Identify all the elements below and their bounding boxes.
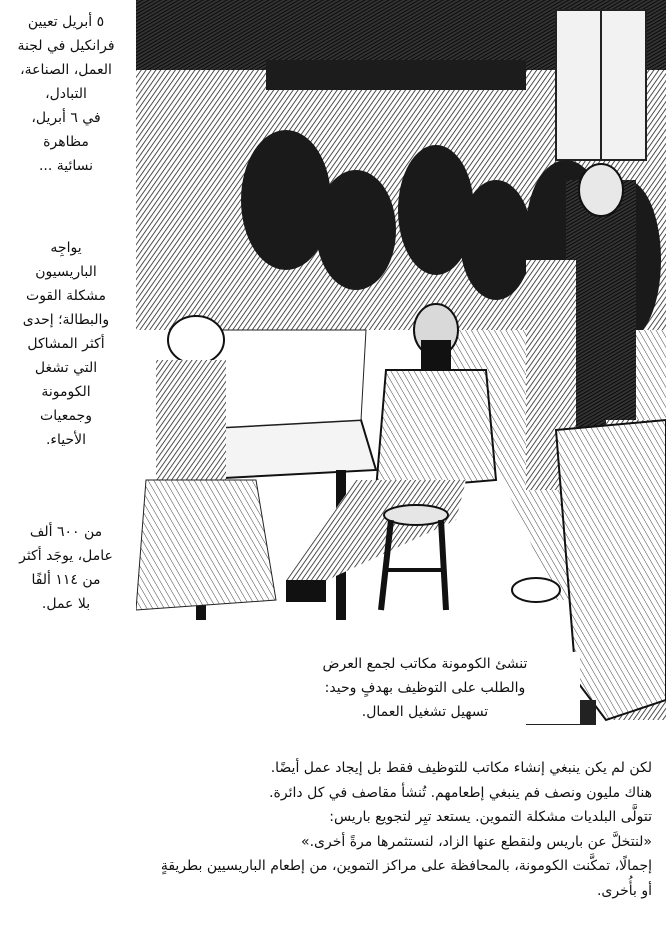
side-note-line: الأحياء. [45,432,87,448]
side-note-line: من ٦٠٠ ألف [29,524,103,540]
side-note-line: التي تشغل [34,360,98,376]
body-line: أو بأُخرى. [596,882,652,899]
side-note-line: أكثر المشاكل [27,336,105,352]
side-note-line: عامل، يوجَد أكثر [19,548,113,564]
side-note-line: مظاهرة [43,134,89,150]
side-note-line: مشكلة القوت [26,288,106,304]
illustration-drawing [136,0,666,750]
caption-line: والطلب على التوظيف بهدفٍ وحيد: [324,680,526,696]
side-note-line: من ١١٤ ألفًا [31,572,101,588]
caption-line: تسهيل تشغيل العمال. [361,704,489,720]
side-note-line: يواجِه [50,240,82,256]
body-line: إجمالًا، تمكَّنت الكومونة، بالمحافظة على مراكز التموين، من إطعام الباريسيين بطريقةٍ [160,858,652,874]
side-note-line: بلا عمل. [41,596,91,612]
side-note-problems [4,236,128,452]
side-note-line: وجمعيات [40,408,92,424]
illustration-caption [270,652,580,724]
caption-line: تنشئ الكومونة مكاتب لجمع العرض [322,656,528,672]
body-paragraph [140,756,652,903]
beam [266,60,526,90]
side-note-line: الكومونة [41,384,91,400]
side-note-line: في ٦ أبريل، [31,110,101,126]
side-note-line: والبطالة؛ إحدى [22,312,110,328]
side-note-line: التبادل، [45,86,87,102]
side-note-line: نسائية ... [38,158,94,174]
side-note-line: فرانكيل في لجنة [17,38,115,54]
side-note-line: العمل، الصناعة، [20,62,112,78]
body-line: «لنتخلَّ عن باريس ولنقطع عنها الزاد، لنستثمرها مرةً أخرى.» [301,833,652,850]
side-note-line: ٥ أبريل تعيين [27,14,105,30]
body-line: لكن لم يكن ينبغي إنشاء مكاتب للتوظيف فقط بل إيجاد عمل أيضًا. [270,760,652,776]
soup-kitchen-illustration [136,0,666,750]
side-note-line: الباريسيون [35,264,97,280]
body-line: هناك مليون ونصف فم ينبغي إطعامهم. تُنشأ مقاصف في كل دائرة. [269,784,652,801]
side-note-dates [4,10,128,178]
side-note-unemployment [4,520,128,616]
body-line: تتولَّى البلديات مشكلة التموين. يستعد تيِر لتجويع باريس: [329,809,652,825]
